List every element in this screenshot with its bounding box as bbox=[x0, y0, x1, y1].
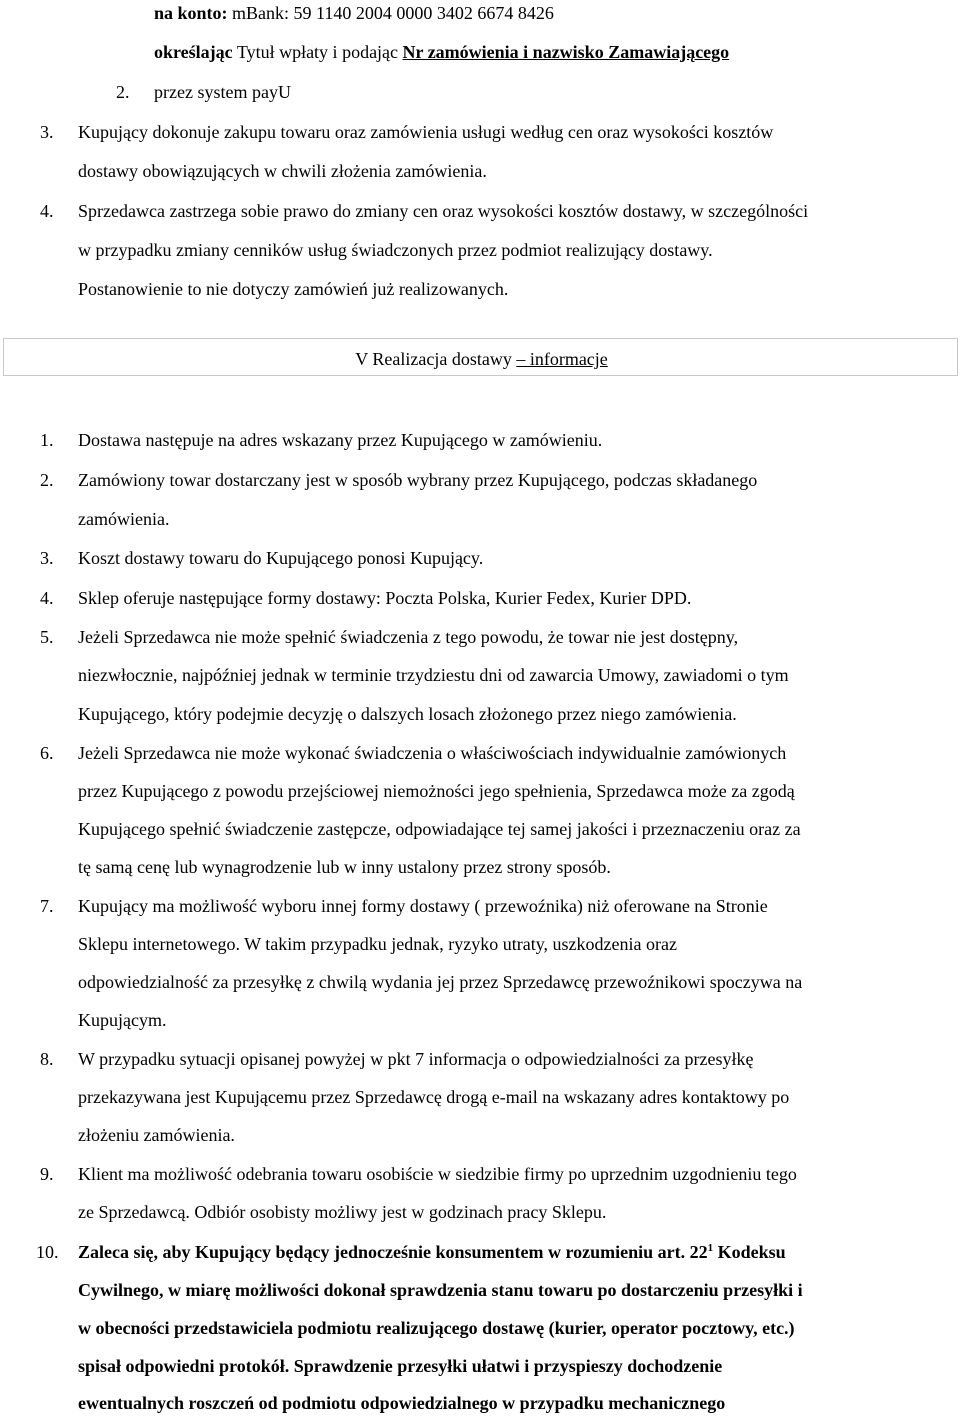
item-2-line-1: Zamówiony towar dostarczany jest w sposób wybrany przez Kupującego, podczas składanego bbox=[78, 470, 758, 490]
item-9-line-1: Klient ma możliwość odebrania towaru osobiście w siedzibie firmy po uprzednim uzgodnieniu tego bbox=[78, 1164, 797, 1184]
prev-item-3-num: 3. bbox=[40, 122, 54, 142]
section-heading-box bbox=[3, 338, 958, 376]
item-5-line-3: Kupującego, który podejmie decyzję o dalszych losach złożonego przez niego zamówienia. bbox=[78, 704, 737, 724]
item-7-line-1: Kupujący ma możliwość wyboru innej formy dostawy ( przewoźnika) niż oferowane na Stronie bbox=[78, 896, 768, 916]
item-4-line-1: Sklep oferuje następujące formy dostawy: Poczta Polska, Kurier Fedex, Kurier DPD. bbox=[78, 588, 692, 608]
item-6-line-3: Kupującego spełnić świadczenie zastępcze, odpowiadające tej samej jakości i przeznaczeniu oraz za bbox=[78, 819, 801, 839]
item-6-num: 6. bbox=[40, 743, 54, 763]
item-10-line-5: ewentualnych roszczeń od podmiotu odpowiedzialnego w przypadku mechanicznego bbox=[78, 1393, 726, 1413]
title-middle: Tytuł wpłaty i podając bbox=[232, 42, 403, 62]
item-10-line-3: w obecności przedstawiciela podmiotu realizującego dostawę (kurier, operator pocztowy, etc.) bbox=[78, 1318, 795, 1338]
item-5-line-1: Jeżeli Sprzedawca nie może spełnić świadczenia z tego powodu, że towar nie jest dostępny, bbox=[78, 627, 739, 647]
item-10-line-1-b: Kodeksu bbox=[713, 1242, 786, 1262]
item-10-line-4: spisał odpowiedni protokół. Sprawdzenie przesyłki ułatwi i przyspieszy dochodzenie bbox=[78, 1356, 723, 1376]
option2-num: 2. bbox=[116, 82, 130, 102]
account-value: mBank: 59 1140 2004 0000 3402 6674 8426 bbox=[227, 3, 554, 23]
payment-account-line bbox=[154, 2, 554, 24]
section-heading-underlined: – informacje bbox=[516, 349, 608, 369]
item-3-num: 3. bbox=[40, 548, 54, 568]
item-7-num: 7. bbox=[40, 896, 54, 916]
account-label: na konto: bbox=[154, 3, 228, 23]
item-1-num: 1. bbox=[40, 430, 54, 450]
prev-item-4-line-2: w przypadku zmiany cenników usług świadczonych przez podmiot realizujący dostawy. bbox=[78, 240, 713, 260]
item-6-line-2: przez Kupującego z powodu przejściowej niemożności jego spełnienia, Sprzedawca może za zgodą bbox=[78, 781, 795, 801]
item-10-line-1-a: Zaleca się, aby Kupujący będący jednocześnie konsumentem w rozumieniu art. 22 bbox=[78, 1242, 708, 1262]
item-10-line-1 bbox=[78, 1241, 786, 1263]
payment-option-2 bbox=[116, 81, 291, 103]
item-8-line-2: przekazywana jest Kupującemu przez Sprzedawcę drogą e-mail na wskazany adres kontaktowy po bbox=[78, 1087, 790, 1107]
item-7-line-3: odpowiedzialność za przesyłkę z chwilą wydania jej przez Sprzedawcę przewoźnikowi spoczywa na bbox=[78, 972, 803, 992]
item-8-num: 8. bbox=[40, 1049, 54, 1069]
item-7-line-2: Sklepu internetowego. W takim przypadku jednak, ryzyko utraty, uszkodzenia oraz bbox=[78, 934, 677, 954]
item-8-line-1: W przypadku sytuacji opisanej powyżej w pkt 7 informacja o odpowiedzialności za przesyłkę bbox=[78, 1049, 754, 1069]
prev-item-3-line-2: dostawy obowiązujących w chwili złożenia zamówienia. bbox=[78, 161, 487, 181]
payment-title-line bbox=[154, 41, 729, 63]
item-4-num: 4. bbox=[40, 588, 54, 608]
item-2-line-2: zamówienia. bbox=[78, 509, 170, 529]
item-9-num: 9. bbox=[40, 1164, 54, 1184]
prev-item-4-line-3: Postanowienie to nie dotyczy zamówień już realizowanych. bbox=[78, 279, 509, 299]
item-5-num: 5. bbox=[40, 627, 54, 647]
prev-item-4-num: 4. bbox=[40, 201, 54, 221]
item-3-line-1: Koszt dostawy towaru do Kupującego ponosi Kupujący. bbox=[78, 548, 484, 568]
section-heading bbox=[4, 348, 959, 370]
prev-item-3-line-1: Kupujący dokonuje zakupu towaru oraz zamówienia usługi według cen oraz wysokości kosztów bbox=[78, 122, 774, 142]
item-10-line-2: Cywilnego, w miarę możliwości dokonał sprawdzenia stanu towaru po dostarczeniu przesyłki i bbox=[78, 1280, 803, 1300]
item-5-line-2: niezwłocznie, najpóźniej jednak w terminie trzydziestu dni od zawarcia Umowy, zawiadomi o tym bbox=[78, 665, 789, 685]
title-underlined: Nr zamówienia i nazwisko Zamawiającego bbox=[402, 42, 730, 62]
item-2-num: 2. bbox=[40, 470, 54, 490]
item-9-line-2: ze Sprzedawcą. Odbiór osobisty możliwy jest w godzinach pracy Sklepu. bbox=[78, 1202, 607, 1222]
item-8-line-3: złożeniu zamówienia. bbox=[78, 1125, 235, 1145]
prev-item-4-line-1: Sprzedawca zastrzega sobie prawo do zmiany cen oraz wysokości kosztów dostawy, w szczególności bbox=[78, 201, 809, 221]
item-6-line-4: tę samą cenę lub wynagrodzenie lub w inny ustalony przez strony sposób. bbox=[78, 857, 611, 877]
item-10-superscript: 1 bbox=[707, 1242, 714, 1254]
option2-text: przez system payU bbox=[154, 82, 291, 102]
item-6-line-1: Jeżeli Sprzedawca nie może wykonać świadczenia o właściwościach indywidualnie zamówionych bbox=[78, 743, 787, 763]
item-10-num: 10. bbox=[36, 1242, 59, 1262]
title-prefix: określając bbox=[154, 42, 233, 62]
section-heading-text: V Realizacja dostawy bbox=[355, 349, 517, 369]
item-7-line-4: Kupującym. bbox=[78, 1010, 167, 1030]
item-1-line-1: Dostawa następuje na adres wskazany przez Kupującego w zamówieniu. bbox=[78, 430, 603, 450]
